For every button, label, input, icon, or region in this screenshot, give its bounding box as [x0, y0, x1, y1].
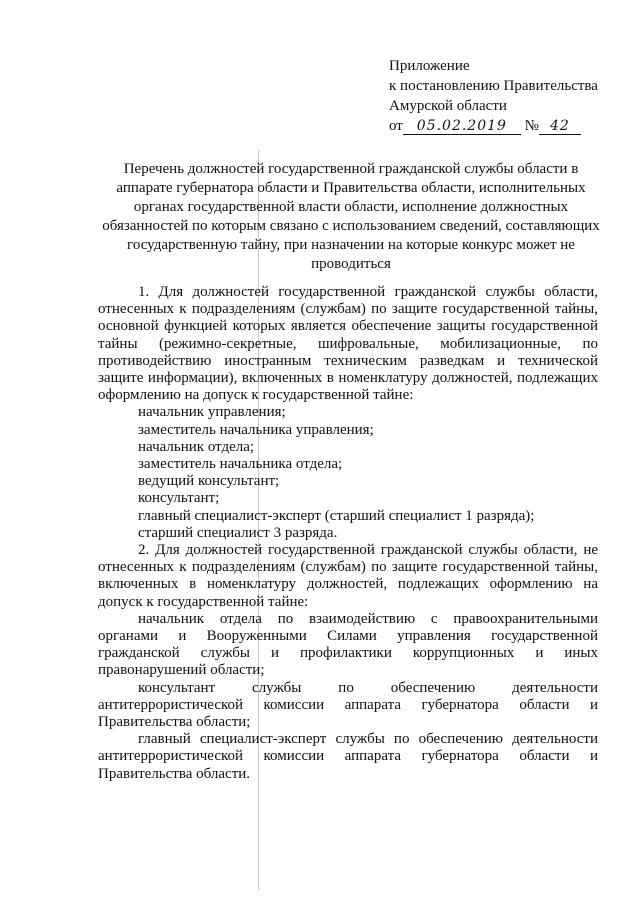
list-item: консультант службы по обеспечению деятельности антитеррористической комиссии аппарата губернатора области и Правительства области; [98, 679, 598, 731]
handwritten-number: 42 [550, 118, 570, 134]
number-prefix: № [524, 118, 539, 134]
section-1-intro: 1. Для должностей государственной гражданской службы области, отнесенных к подразделениям (службам) по защите государственной тайны, основной функцией которых является обеспечение защиты государственной тайны (режимно-секретные, шифровальные, мобилизационные, по противодействию иностранным техническим разведкам и технической защите информации), включенных в номенклатуру должностей, подлежащих оформлению на допуск к государственной тайне: [98, 284, 598, 404]
list-item: ведущий консультант; [138, 473, 280, 490]
appendix-label: Приложение [389, 58, 470, 74]
list-item: начальник отдела по взаимодействию с правоохранительными органами и Вооруженными Силами управления государственной гражданской службы и профилактики коррупционных и иных правонарушений области; [98, 610, 598, 679]
appendix-date-number-line [389, 116, 619, 136]
appendix-header [389, 56, 619, 136]
list-item: консультант; [138, 490, 220, 507]
appendix-resolution-line: к постановлению Правительства [389, 78, 598, 94]
list-item: главный специалист-эксперт (старший специалист 1 разряда); [138, 507, 535, 524]
document-title: Перечень должностей государственной гражданской службы области в аппарате губернатора области и Правительства области, исполнительных органах государственной власти области, исполнение должностных обязанностей по которым связано с использованием сведений, составляющих государственную тайну, при назначении на которые конкурс может не проводиться [102, 161, 600, 272]
list-item: начальник отдела; [138, 438, 255, 455]
list-item: заместитель начальника управления; [138, 421, 374, 438]
handwritten-date: 05.02.2019 [416, 118, 507, 134]
document-body [98, 284, 598, 783]
appendix-region-line: Амурской области [389, 98, 507, 114]
list-item: начальник управления; [138, 404, 286, 421]
section-2-intro: 2. Для должностей государственной гражданской службы области, не отнесенных к подразделениям (службам) по защите государственной тайны, включенных в номенклатуру должностей, подлежащих оформлению на допуск к государственной тайне: [98, 542, 598, 610]
list-item: главный специалист-эксперт службы по обеспечению деятельности антитеррористической комиссии аппарата губернатора области и Правительства области. [98, 731, 598, 782]
list-item: заместитель начальника отдела; [138, 456, 343, 473]
list-item: старший специалист 3 разряда. [138, 524, 338, 541]
date-prefix: от [389, 118, 403, 134]
